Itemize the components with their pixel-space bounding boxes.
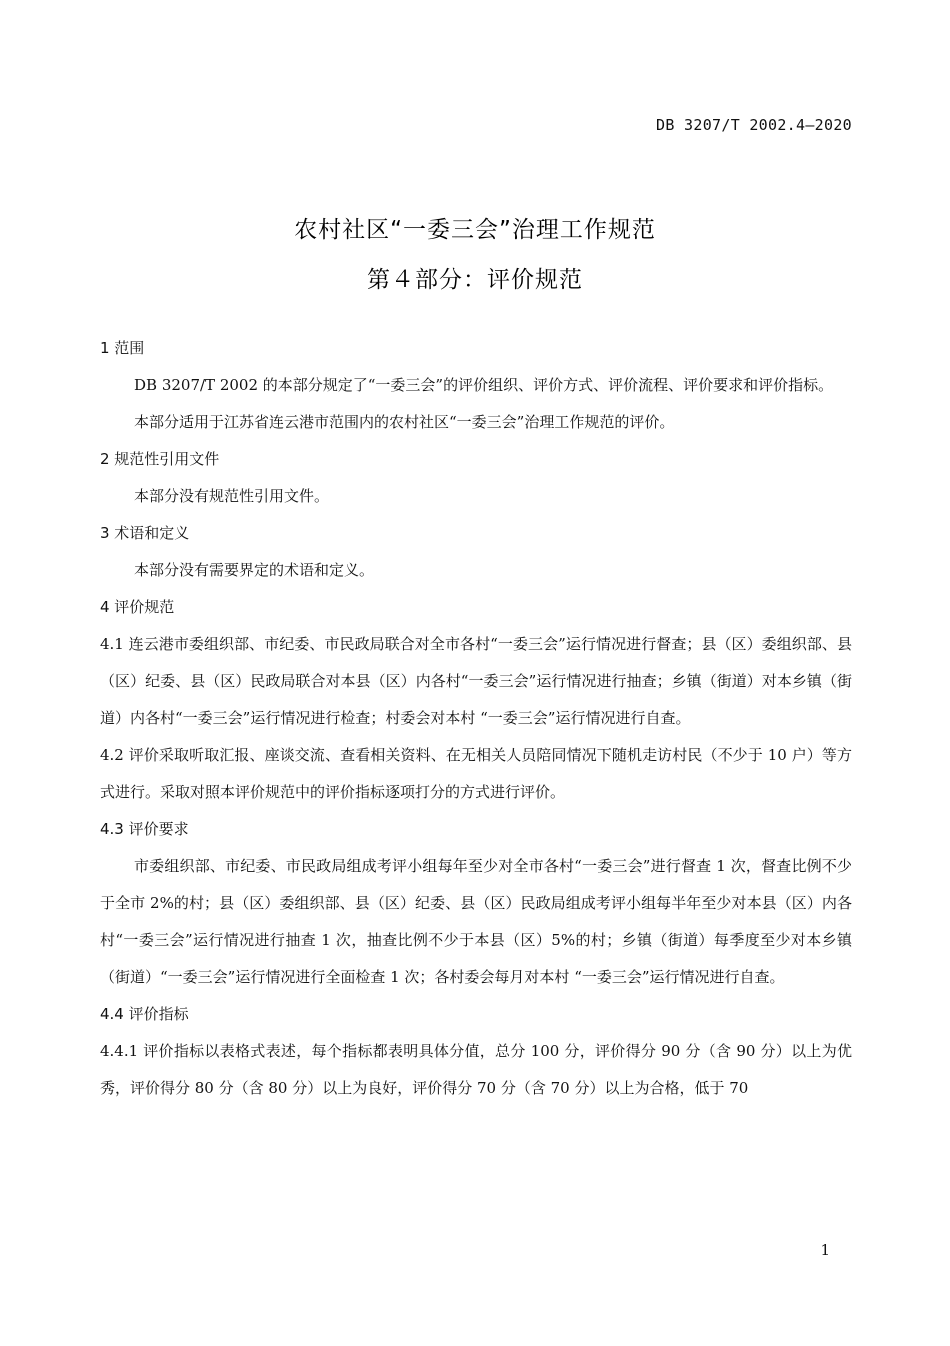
section-heading-evaluation: 4 评价规范 bbox=[100, 598, 175, 616]
document-subtitle: 第４部分：评价规范 bbox=[367, 267, 583, 293]
subsection-heading-4-4: 4.4 评价指标 bbox=[100, 1005, 189, 1023]
paragraph: 本部分适用于江苏省连云港市范围内的农村社区“一委三会”治理工作规范的评价。 bbox=[134, 413, 675, 431]
clause-4-3-text: 市委组织部、市纪委、市民政局组成考评小组每年至少对全市各村“一委三会”进行督查 1 次，督查比例不少于全市 2%的村；县（区）委组织部、县（区）纪委、县（区）民政局组成考评小组每半年至少对本县（区）内各村“一委三会”运行情况进行抽查 1 次，抽查比例不少于本县（区）5%的村；乡镇（街道）每季度至少对本乡镇（街道）“一委三会”运行情况进行全面检查 1 次；各村委会每月对本村 “一委三会”运行情况进行自查。 bbox=[100, 857, 852, 986]
document-body bbox=[100, 330, 852, 1107]
clause-4-4-1: 4.4.1 评价指标以表格式表述，每个指标都表明具体分值，总分 100 分，评价得分 90 分（含 90 分）以上为优秀，评价得分 80 分（含 80 分）以上为良好，评价得分 70 分（含 70 分）以上为合格，低于 70 bbox=[100, 1042, 852, 1097]
document-code: DB 3207/T 2002.4—2020 bbox=[656, 116, 852, 134]
section-heading-normative-references: 2 规范性引用文件 bbox=[100, 450, 220, 468]
section-heading-scope: 1 范围 bbox=[100, 339, 145, 357]
paragraph: 本部分没有规范性引用文件。 bbox=[134, 487, 330, 505]
document-title: 农村社区“一委三会”治理工作规范 bbox=[294, 217, 656, 243]
section-heading-terms: 3 术语和定义 bbox=[100, 524, 190, 542]
clause-4-1: 4.1 连云港市委组织部、市纪委、市民政局联合对全市各村“一委三会”运行情况进行督查；县（区）委组织部、县（区）纪委、县（区）民政局联合对本县（区）内各村“一委三会”运行情况进行抽查；乡镇（街道）对本乡镇（街道）内各村“一委三会”运行情况进行检查；村委会对本村 “一委三会”运行情况进行自查。 bbox=[100, 635, 852, 727]
page-number: 1 bbox=[820, 1241, 830, 1259]
clause-4-2: 4.2 评价采取听取汇报、座谈交流、查看相关资料、在无相关人员陪同情况下随机走访村民（不少于 10 户）等方式进行。采取对照本评价规范中的评价指标逐项打分的方式进行评价。 bbox=[100, 746, 852, 801]
subsection-heading-4-3: 4.3 评价要求 bbox=[100, 820, 189, 838]
paragraph: DB 3207/T 2002 的本部分规定了“一委三会”的评价组织、评价方式、评价流程、评价要求和评价指标。 bbox=[134, 376, 834, 394]
paragraph: 本部分没有需要界定的术语和定义。 bbox=[134, 561, 375, 579]
